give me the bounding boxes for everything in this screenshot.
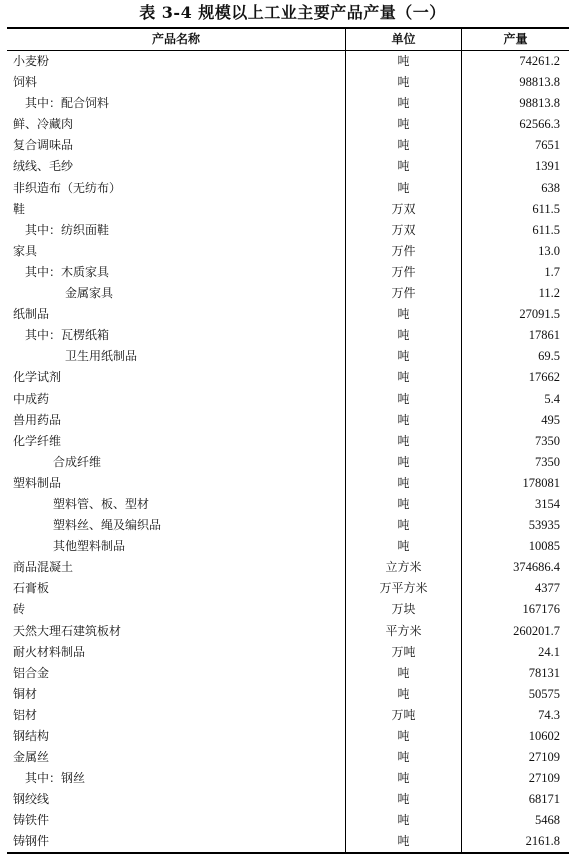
output-cell: 178081 — [522, 475, 560, 490]
table-row — [7, 325, 569, 346]
output-cell: 3154 — [535, 496, 560, 511]
product-name-cell: 塑料管、板、型材 — [53, 496, 150, 511]
product-name-cell: 家具 — [13, 243, 38, 258]
unit-cell: 吨 — [397, 391, 410, 406]
product-name-cell: 其中：纺织面鞋 — [25, 222, 110, 237]
output-cell: 7651 — [535, 138, 560, 153]
output-cell: 10602 — [528, 729, 560, 743]
table-row — [7, 241, 569, 262]
table-row — [7, 810, 569, 831]
product-name-cell: 鲜、冷藏肉 — [13, 117, 74, 132]
table-row — [7, 452, 569, 473]
table-row — [7, 831, 569, 852]
product-name-cell: 铝材 — [13, 707, 38, 722]
unit-cell: 吨 — [397, 750, 410, 765]
table-row — [7, 346, 569, 367]
unit-cell: 吨 — [397, 117, 410, 132]
table-row — [7, 367, 569, 388]
header-product-name: 产品名称 — [151, 32, 200, 46]
output-cell: 611.5 — [532, 201, 560, 216]
output-cell: 167176 — [522, 602, 560, 617]
output-cell: 495 — [541, 412, 560, 427]
unit-cell: 吨 — [397, 792, 410, 807]
product-name-cell: 复合调味品 — [13, 138, 74, 153]
table-row — [7, 93, 569, 114]
unit-cell: 万件 — [391, 286, 416, 301]
unit-cell: 吨 — [397, 454, 410, 469]
table-row — [7, 789, 569, 810]
output-cell: 27109 — [528, 771, 560, 786]
product-name-cell: 其中：瓦楞纸箱 — [25, 328, 110, 343]
table-row — [7, 536, 569, 557]
product-name-cell: 化学纤维 — [13, 433, 62, 448]
table-row — [7, 199, 569, 220]
output-cell: 74261.2 — [519, 54, 560, 68]
product-name-cell: 铜材 — [13, 686, 38, 701]
product-name-cell: 铸铁件 — [13, 813, 50, 828]
output-cell: 17861 — [528, 328, 560, 343]
product-name-cell: 砖 — [13, 602, 26, 617]
product-name-cell: 卫生用纸制品 — [65, 349, 138, 364]
table-row — [7, 768, 569, 789]
output-cell: 78131 — [528, 665, 560, 680]
unit-cell: 万平方米 — [379, 581, 428, 596]
unit-cell: 吨 — [397, 475, 410, 490]
unit-cell: 吨 — [397, 665, 410, 680]
table-row — [7, 220, 569, 241]
product-name-cell: 其他塑料制品 — [53, 539, 126, 554]
output-cell: 611.5 — [532, 222, 560, 237]
product-name-cell: 石膏板 — [13, 581, 50, 596]
table-row — [7, 642, 569, 663]
unit-cell: 吨 — [397, 686, 410, 701]
product-name-cell: 金属家具 — [65, 286, 114, 301]
output-cell: 13.0 — [538, 243, 560, 258]
output-cell: 50575 — [528, 686, 560, 701]
unit-cell: 万块 — [391, 602, 416, 617]
table-row — [7, 156, 569, 177]
table-row — [7, 515, 569, 536]
table-row — [7, 578, 569, 599]
header-unit: 单位 — [391, 32, 416, 46]
table-title: 表 3-4 规模以上工业主要产品产量（一） — [139, 3, 446, 22]
product-name-cell: 非织造布（无纺布） — [13, 180, 122, 195]
table-row — [7, 389, 569, 410]
unit-cell: 万吨 — [391, 707, 416, 722]
unit-cell: 立方米 — [385, 560, 422, 575]
unit-cell: 吨 — [397, 159, 410, 174]
unit-cell: 吨 — [397, 180, 410, 195]
product-name-cell: 塑料制品 — [13, 475, 62, 490]
unit-cell: 万件 — [391, 264, 416, 279]
product-name-cell: 化学试剂 — [13, 370, 62, 385]
output-cell: 5.4 — [544, 391, 560, 406]
unit-cell: 吨 — [397, 307, 410, 322]
table-row — [7, 262, 569, 283]
table-row — [7, 283, 569, 304]
table-body — [7, 51, 569, 853]
unit-cell: 吨 — [397, 771, 410, 786]
table-row — [7, 114, 569, 135]
product-name-cell: 其中：配合饲料 — [25, 96, 110, 111]
output-cell: 1.7 — [544, 264, 560, 279]
unit-cell: 吨 — [397, 412, 410, 427]
product-name-cell: 铸钢件 — [13, 834, 50, 849]
output-cell: 53935 — [528, 518, 560, 533]
product-name-cell: 其中：木质家具 — [25, 264, 110, 279]
table-row — [7, 51, 569, 72]
table-row — [7, 410, 569, 431]
table-row — [7, 599, 569, 620]
output-cell: 74.3 — [538, 707, 560, 722]
product-name-cell: 兽用药品 — [13, 412, 62, 427]
table-row — [7, 135, 569, 156]
product-name-cell: 鞋 — [13, 201, 26, 216]
table-row — [7, 557, 569, 578]
product-name-cell: 绒线、毛纱 — [13, 159, 74, 174]
product-name-cell: 塑料丝、绳及编织品 — [53, 518, 162, 533]
table-row — [7, 705, 569, 726]
unit-cell: 万双 — [391, 222, 416, 237]
output-cell: 62566.3 — [519, 117, 560, 132]
unit-cell: 吨 — [397, 496, 410, 511]
unit-cell: 吨 — [397, 328, 410, 343]
product-name-cell: 铝合金 — [13, 665, 50, 680]
unit-cell: 万双 — [391, 201, 416, 216]
output-cell: 69.5 — [538, 349, 560, 364]
table-row — [7, 747, 569, 768]
product-name-cell: 金属丝 — [13, 750, 50, 765]
product-name-cell: 纸制品 — [13, 307, 50, 322]
product-name-cell: 天然大理石建筑板材 — [13, 623, 122, 638]
unit-cell: 吨 — [397, 518, 410, 533]
output-cell: 1391 — [535, 159, 560, 174]
table-row — [7, 726, 569, 747]
table-row — [7, 494, 569, 515]
product-name-cell: 商品混凝土 — [13, 560, 74, 575]
unit-cell: 吨 — [397, 370, 410, 385]
unit-cell: 平方米 — [385, 623, 422, 638]
product-name-cell: 小麦粉 — [13, 54, 50, 68]
unit-cell: 吨 — [397, 539, 410, 554]
table-row — [7, 663, 569, 684]
output-cell: 11.2 — [538, 286, 560, 301]
output-cell: 7350 — [535, 433, 560, 448]
unit-cell: 吨 — [397, 813, 410, 828]
header-output: 产量 — [503, 32, 528, 46]
output-cell: 98813.8 — [519, 96, 560, 111]
output-cell: 5468 — [535, 813, 560, 828]
unit-cell: 吨 — [397, 54, 410, 68]
product-name-cell: 钢结构 — [13, 729, 50, 743]
unit-cell: 吨 — [397, 834, 410, 849]
unit-cell: 万件 — [391, 243, 416, 258]
unit-cell: 吨 — [397, 138, 410, 153]
unit-cell: 吨 — [397, 433, 410, 448]
output-cell: 68171 — [528, 792, 560, 807]
unit-cell: 吨 — [397, 96, 410, 111]
output-cell: 24.1 — [538, 644, 560, 659]
unit-cell: 吨 — [397, 729, 410, 743]
output-cell: 17662 — [528, 370, 560, 385]
unit-cell: 吨 — [397, 75, 410, 90]
table-row — [7, 684, 569, 705]
table-row — [7, 72, 569, 93]
product-name-cell: 钢绞线 — [13, 792, 50, 807]
product-name-cell: 中成药 — [13, 391, 50, 406]
table-row — [7, 621, 569, 642]
output-cell: 27109 — [528, 750, 560, 765]
output-cell: 638 — [541, 180, 560, 195]
table-row — [7, 178, 569, 199]
product-name-cell: 其中：钢丝 — [25, 771, 86, 786]
table-row — [7, 431, 569, 452]
output-cell: 2161.8 — [525, 834, 560, 849]
output-cell: 7350 — [535, 454, 560, 469]
product-name-cell: 饲料 — [13, 75, 38, 90]
output-cell: 374686.4 — [513, 560, 560, 575]
output-cell: 10085 — [528, 539, 560, 554]
output-cell: 4377 — [535, 581, 560, 596]
output-cell: 27091.5 — [519, 307, 560, 322]
output-cell: 260201.7 — [513, 623, 560, 638]
output-cell: 98813.8 — [519, 75, 560, 90]
product-name-cell: 合成纤维 — [53, 454, 102, 469]
table-row — [7, 304, 569, 325]
table-row — [7, 473, 569, 494]
unit-cell: 万吨 — [391, 644, 416, 659]
product-name-cell: 耐火材料制品 — [13, 644, 86, 659]
unit-cell: 吨 — [397, 349, 410, 364]
